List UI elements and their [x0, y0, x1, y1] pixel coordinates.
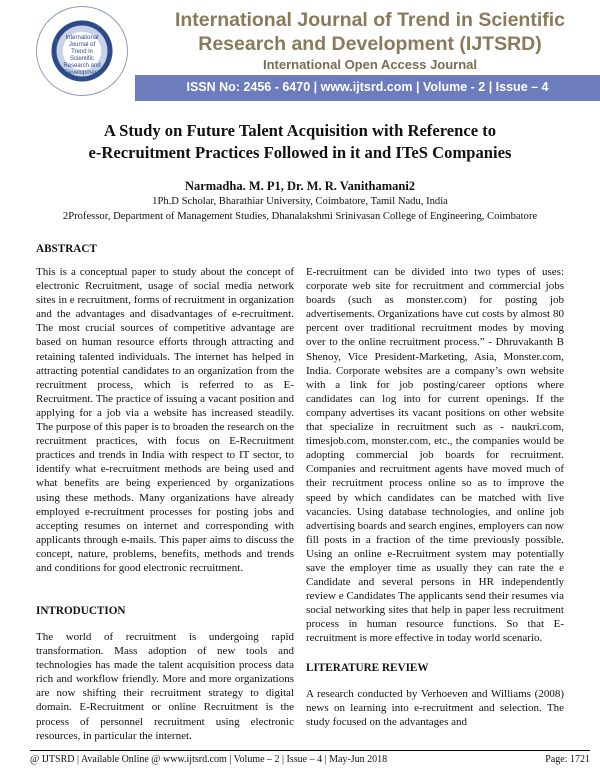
- logo-text: International Journal of Trend in Scientific Research and Development: [63, 35, 101, 76]
- introduction-heading: INTRODUCTION: [36, 605, 126, 617]
- page-number: Page: 1721: [545, 754, 590, 765]
- footer-rule: [30, 750, 590, 751]
- title-line1: A Study on Future Talent Acquisition with Reference to: [103, 121, 497, 140]
- literature-column: [306, 687, 564, 729]
- issn-line: ISSN No: 2456 - 6470 | www.ijtsrd.com | Volume - 2 | Issue – 4: [186, 80, 549, 94]
- journal-title-line1: International Journal of Trend in Scientific: [174, 9, 566, 31]
- right-column: [306, 265, 564, 646]
- title-line2: e-Recruitment Practices Followed in it and ITeS Companies: [88, 143, 512, 162]
- right-text: E-recruitment can be divided into two types of uses: corporate web site for recruitment and commercial jobs boards (such as monster.com) for posting job advertisements. Organizations have cut costs by almost 80 percent over traditional recruitment modes by moving over to the online recruitment process.” - Dhruvakanth B Shenoy, Vice President-Marketing, Asia, Monster.com, India. Corporate websites are a company’s own website with a link for job posting/career options where candidates can log into for current openings. If the company advertises its vacant positions on other website that specialize in recruitment such as - naukri.com, timesjob.com, monster.com, etc., the companies would be adopting commercial job boards for recruitment. Companies and recruitment agents have moved much of their recruitment process online so as to improve the speed by which candidates can be matched with live vacancies. Using database technologies, and online job advertising boards and search engines, employers can now fill posts in a fraction of the time previously possible. Using an online e-Recruitment system may potentially save the employer time as usually they can rate the e Candidate and several persons in HR independently review e Candidates The applicants send their resumes via social networking sites that help in paper less recruitment process in human resource functions. So that E-recruitment is more effective in today world scenario.: [306, 266, 564, 645]
- journal-header: [0, 0, 600, 100]
- abstract-text: This is a conceptual paper to study about the concept of electronic Recruitment, usage of social media network sites in e recruitment, forms of recruitment in organization and the advantages and disadvantages of e-recruitment. The most crucial sources of competitive advantage are based on human resource efforts through attracting and retaining talented individuals. The internet has helped in attracting potential candidates to an organization from the recruitment process, which is referred to as E-Recruitment. The practice of issuing a vacant position and applying for a job via a website has increased steadily. The purpose of this paper is to broaden the research on the recruitment practices, with focus on E-Recruitment practices and trends in India with respect to IT sector, to identify what e-recruitment methods are being used and what benefits are being experienced by organizations using these methods. Many organizations have already employed e-recruitment processes for posting jobs and accepting resumes on internet and corresponding with applicants through e-mails. This paper aims to discuss the concept, nature, problems, benefits, methods and trends and conditions for good electronic recruitment.: [36, 266, 294, 574]
- affiliation-1: 1Ph.D Scholar, Bharathiar University, Coimbatore, Tamil Nadu, India: [152, 196, 448, 207]
- intro-text: The world of recruitment is undergoing rapid transformation. Mass adoption of new tools and technologies has made the talent acquisition process data rich and workflow friendly. More and more organizations are now shifting their recruitment strategy to digital domain. E-Recruitment or online Recruitment is the process of personnel recruitment using electronic resources, in particular the internet.: [36, 631, 294, 742]
- literature-heading: LITERATURE REVIEW: [306, 662, 429, 674]
- journal-logo: [36, 6, 128, 96]
- paper-title: [20, 120, 580, 164]
- left-column: [36, 265, 294, 575]
- footer-text: @ IJTSRD | Available Online @ www.ijtsrd.com | Volume – 2 | Issue – 4 | May-Jun 2018: [30, 754, 388, 765]
- journal-title-line2: Research and Development (IJTSRD): [198, 33, 542, 55]
- intro-column: [36, 630, 294, 743]
- literature-text: A research conducted by Verhoeven and Williams (2008) news on learning into e-recruitment and selection. The study focused on the advantages and: [306, 688, 564, 729]
- affiliation-2: 2Professor, Department of Management Studies, Dhanalakshmi Srinivasan College of Engineering, Coimbatore: [62, 211, 538, 222]
- abstract-heading: ABSTRACT: [36, 243, 97, 255]
- authors: Narmadha. M. P1, Dr. M. R. Vanithamani2: [184, 179, 416, 193]
- journal-title: [150, 8, 590, 56]
- open-access-label: International Open Access Journal: [262, 57, 478, 72]
